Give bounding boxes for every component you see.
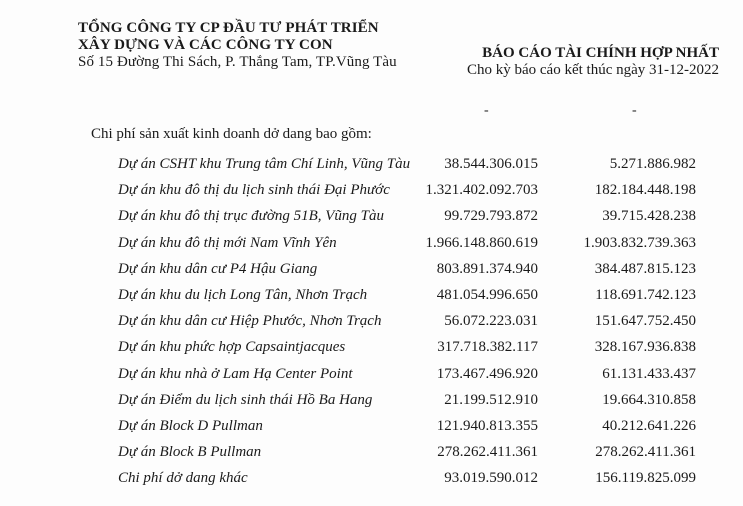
row-value-current: 803.891.374.940	[436, 260, 538, 277]
table-row	[0, 229, 743, 255]
table-row	[0, 307, 743, 333]
row-label: Dự án CSHT khu Trung tâm Chí Linh, Vũng Tàu	[118, 156, 411, 172]
row-value-prior: 156.119.825.099	[595, 470, 696, 487]
row-label: Dự án khu đô thị trục đường 51B, Vũng Tàu	[118, 208, 385, 225]
row-value-prior: 40.212.641.226	[602, 417, 696, 434]
row-value-prior: 39.715.428.238	[602, 208, 696, 225]
table-row	[0, 464, 743, 490]
cost-table	[0, 150, 743, 490]
row-value-prior: 328.167.936.838	[594, 339, 696, 356]
row-label: Dự án Block D Pullman	[118, 417, 263, 434]
report-period: Cho kỳ báo cáo kết thúc ngày 31-12-2022	[466, 62, 719, 78]
table-row	[0, 386, 743, 412]
row-value-current: 38.544.306.015	[444, 156, 538, 172]
row-label: Dự án khu du lịch Long Tân, Nhơn Trạch	[118, 286, 368, 303]
row-label: Dự án khu đô thị mới Nam Vĩnh Yên	[118, 234, 337, 251]
table-row	[0, 255, 743, 281]
row-value-current: 317.718.382.117	[437, 339, 538, 356]
row-value-prior: 19.664.310.858	[602, 391, 696, 408]
row-label: Dự án khu phức hợp Capsaintjacques	[118, 339, 346, 356]
column1-mark: -	[484, 103, 489, 118]
row-label: Dự án khu dân cư P4 Hậu Giang	[118, 260, 318, 277]
row-value-current: 121.940.813.355	[436, 417, 538, 434]
row-value-current: 99.729.793.872	[444, 208, 538, 225]
table-row	[0, 281, 743, 307]
row-value-current: 93.019.590.012	[444, 470, 538, 487]
report-title: BÁO CÁO TÀI CHÍNH HỢP NHẤT	[482, 45, 719, 61]
row-value-current: 56.072.223.031	[444, 313, 538, 330]
report-header	[467, 45, 719, 79]
row-value-current: 481.054.996.650	[436, 286, 538, 303]
row-label: Dự án khu dân cư Hiệp Phước, Nhơn Trạch	[118, 313, 382, 330]
column2-mark: -	[632, 103, 637, 118]
row-value-prior: 384.487.815.123	[594, 260, 696, 277]
table-row	[0, 412, 743, 438]
table-row	[0, 176, 743, 202]
company-name-line2: XÂY DỰNG VÀ CÁC CÔNG TY CON	[78, 37, 333, 53]
row-label: Dự án khu nhà ở Lam Hạ Center Point	[118, 365, 353, 382]
row-value-current: 278.262.411.361	[437, 444, 538, 461]
company-name-line1: TỔNG CÔNG TY CP ĐẦU TƯ PHÁT TRIỂN	[78, 20, 379, 36]
row-label: Dự án khu đô thị du lịch sinh thái Đại Phước	[118, 182, 390, 199]
row-value-current: 21.199.512.910	[444, 391, 538, 408]
row-value-prior: 118.691.742.123	[595, 286, 696, 303]
row-label: Dự án Block B Pullman	[118, 444, 262, 461]
row-value-prior: 278.262.411.361	[595, 444, 696, 461]
row-value-current: 1.966.148.860.619	[425, 234, 538, 251]
table-row	[0, 360, 743, 386]
row-value-current: 1.321.402.092.703	[425, 182, 538, 199]
row-value-prior: 61.131.433.437	[602, 365, 696, 382]
row-value-prior: 182.184.448.198	[594, 182, 696, 199]
company-header	[78, 20, 397, 71]
table-row	[0, 150, 743, 176]
table-row	[0, 202, 743, 228]
row-label: Dự án Điểm du lịch sinh thái Hồ Ba Hang	[118, 391, 373, 408]
row-value-prior: 5.271.886.982	[609, 156, 696, 172]
row-value-prior: 1.903.832.739.363	[583, 234, 696, 251]
row-label: Chi phí dở dang khác	[118, 470, 248, 487]
table-row	[0, 333, 743, 359]
company-address: Số 15 Đường Thi Sách, P. Thắng Tam, TP.Vũng Tàu	[78, 54, 397, 70]
row-value-current: 173.467.496.920	[436, 365, 538, 382]
section-heading: Chi phí sản xuất kinh doanh dở dang bao gồm:	[91, 126, 372, 142]
table-row	[0, 438, 743, 464]
row-value-prior: 151.647.752.450	[594, 313, 696, 330]
